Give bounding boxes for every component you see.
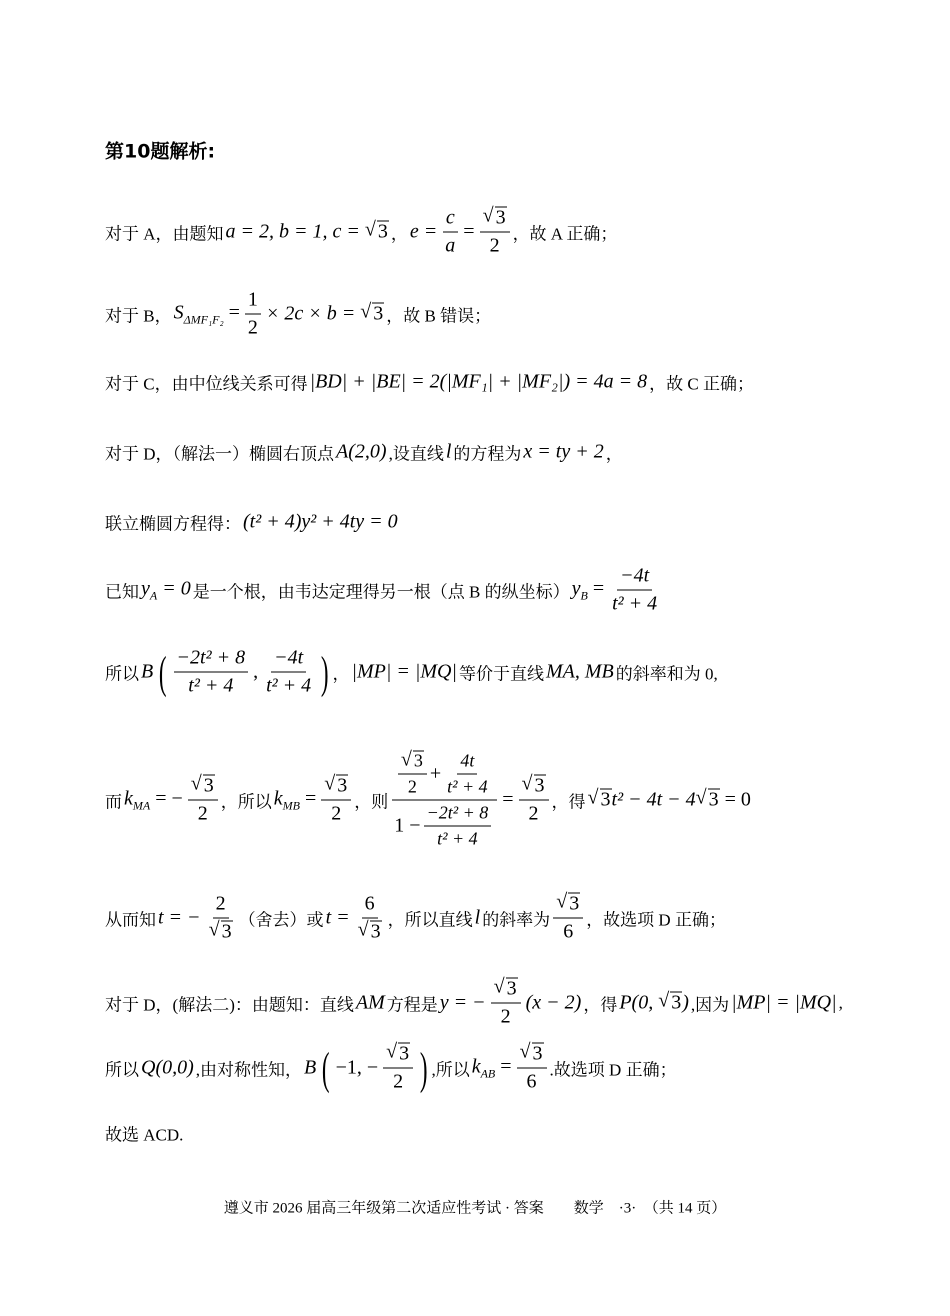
math: (x − 2) bbox=[525, 991, 582, 1014]
text: 的斜率和为 0, bbox=[615, 664, 718, 684]
fraction: $\frac{-4t}{\text{t² + 4}}$ bbox=[266, 646, 312, 697]
text: 对于 D，（解法一）椭圆右顶点 bbox=[105, 444, 335, 464]
math: A(2,0) bbox=[336, 440, 387, 463]
text: ，得 bbox=[551, 792, 586, 812]
text: 所以 bbox=[105, 664, 139, 684]
fraction: $\frac{c}{a}$ bbox=[442, 207, 458, 258]
fraction: √ $\frac{3}{2}$ bbox=[321, 775, 351, 826]
fraction: 6 √ 3 bbox=[355, 893, 385, 944]
section-title: 第10题解析: bbox=[105, 140, 216, 163]
text: ，故 A 正确； bbox=[512, 224, 618, 244]
solution-line-d3 bbox=[105, 565, 663, 616]
text: 的斜率为 bbox=[482, 910, 551, 930]
text: 对于 A，由题知 bbox=[105, 224, 224, 244]
text: 联立椭圆方程得： bbox=[105, 514, 241, 534]
math: (t² + 4)y² + 4ty = 0 bbox=[243, 510, 398, 533]
final-answer: 故选 ACD. bbox=[105, 1125, 184, 1145]
text: ，所以 bbox=[220, 792, 272, 812]
solution-line-c bbox=[105, 370, 754, 395]
math: t = bbox=[325, 906, 350, 929]
solution-line-a bbox=[105, 207, 617, 258]
math: l bbox=[445, 440, 452, 463]
math: B bbox=[141, 660, 154, 683]
solution-line-b bbox=[105, 289, 491, 340]
math: = bbox=[463, 220, 475, 243]
text: 方程是 bbox=[386, 995, 438, 1015]
text: 已知 bbox=[105, 582, 139, 602]
solution-line-d2 bbox=[105, 510, 400, 535]
text: 对于 B， bbox=[105, 306, 172, 326]
math: l bbox=[474, 906, 481, 929]
compound-fraction: √ $\frac{3}{2}$ + $\frac{4t}{\text{t² + 4}}$ 1 − $\frac{\text{−2t² + 8}}{\text{t² + 4}}$ bbox=[391, 751, 497, 850]
solution-line-d8 bbox=[105, 1043, 677, 1094]
paren-icon: ( bbox=[322, 1042, 330, 1093]
text: 的方程为 bbox=[453, 444, 522, 464]
fraction: $\frac{\text{−2t² + 8}}{\text{t² + 4}}$ bbox=[174, 647, 249, 698]
math: x = ty + 2 bbox=[523, 440, 604, 463]
math: × 2c × b = √ 3 bbox=[266, 303, 384, 326]
math: √ 3t² − 4t − 4√ 3 = 0 bbox=[588, 789, 751, 812]
text: ， bbox=[390, 224, 408, 244]
math: y = − bbox=[439, 991, 486, 1014]
paren-icon: ) bbox=[320, 646, 329, 697]
solution-line-d7 bbox=[105, 978, 843, 1029]
text: ，故 C 正确； bbox=[649, 374, 754, 394]
text: ，故选项 D 正确； bbox=[586, 910, 726, 930]
math: $k_{AB}$ = bbox=[471, 1055, 512, 1080]
math: AM bbox=[355, 991, 385, 1014]
text: 从而知 bbox=[105, 910, 156, 930]
math: a = 2, b = 1, c = √ 3 bbox=[226, 221, 389, 244]
math: Q(0,0) bbox=[141, 1056, 194, 1079]
text: .故选项 D 正确； bbox=[549, 1060, 677, 1080]
math: −1, − bbox=[335, 1056, 379, 1079]
math: e = bbox=[409, 220, 438, 243]
fraction: √ $\frac{3}{6}$ bbox=[553, 893, 583, 944]
math: |BD| + |BE| = 2(|MF₁| + |MF₂|) = 4a = 8 bbox=[309, 370, 648, 393]
fraction: $\frac{1}{2}$ bbox=[245, 289, 261, 340]
math: t = − bbox=[158, 906, 201, 929]
text: ,所以 bbox=[431, 1060, 470, 1080]
solution-line-d6 bbox=[105, 893, 726, 944]
math: |MP| = |MQ| bbox=[731, 991, 837, 1014]
paren-icon: ( bbox=[159, 646, 167, 697]
text: 对于 D，(解法二)：由题知：直线 bbox=[105, 995, 354, 1015]
solution-line-d1 bbox=[105, 440, 623, 465]
text: , bbox=[838, 993, 843, 1012]
math: $y_A = 0$ bbox=[141, 577, 191, 602]
fraction: √ $\frac{3}{2}$ bbox=[491, 978, 521, 1029]
math: B bbox=[304, 1056, 317, 1079]
text: 是一个根，由韦达定理得另一根（点 B 的纵坐标） bbox=[192, 582, 570, 602]
math: |MP| = |MQ| bbox=[351, 660, 457, 683]
fraction: √ $\frac{3}{2}$ bbox=[519, 775, 549, 826]
text: ，所以直线 bbox=[387, 910, 473, 930]
paren-icon: ) bbox=[419, 1042, 428, 1093]
text: ，得 bbox=[583, 995, 618, 1015]
math: $y_B$ = bbox=[571, 577, 605, 602]
fraction: $\frac{-4t}{\text{t² + 4}}$ bbox=[612, 564, 658, 615]
solution-line-d5 bbox=[105, 751, 753, 850]
text: ，故 B 错误； bbox=[386, 306, 492, 326]
math: $S_{\Delta MF_1F_2}$ = bbox=[173, 301, 240, 326]
math: $k_{MB}$ = bbox=[273, 787, 317, 812]
text: ,设直线 bbox=[388, 444, 444, 464]
text: ，则 bbox=[354, 792, 389, 812]
math: , bbox=[253, 660, 259, 683]
page-footer: 遵义市 2026 届高三年级第二次适应性考试 · 答案 数学 ·3· （共 14 页） bbox=[223, 1200, 727, 1217]
math: = bbox=[502, 788, 514, 811]
text: ， bbox=[332, 664, 350, 684]
solution-line-d4 bbox=[105, 647, 718, 698]
text: 对于 C，由中位线关系可得 bbox=[105, 374, 308, 394]
text: 等价于直线 bbox=[458, 664, 544, 684]
text: 而 bbox=[105, 792, 122, 812]
text: ， bbox=[605, 444, 623, 464]
fraction: √ $\frac{3}{6}$ bbox=[517, 1043, 547, 1094]
text: ,因为 bbox=[690, 995, 730, 1015]
fraction: √ $\frac{3}{2}$ bbox=[383, 1043, 413, 1094]
math: MA, MB bbox=[545, 660, 614, 683]
fraction: √ $\frac{3}{2}$ bbox=[188, 775, 218, 826]
text: ,由对称性知， bbox=[195, 1060, 303, 1080]
text: 所以 bbox=[105, 1060, 139, 1080]
math: P(0, √ 3) bbox=[619, 992, 689, 1015]
fraction: √ $\frac{3}{2}$ bbox=[480, 207, 510, 258]
fraction: 2 √ 3 bbox=[206, 893, 236, 944]
math: $k_{MA}$ = − bbox=[124, 787, 183, 812]
text: （舍去）或 bbox=[238, 910, 324, 930]
